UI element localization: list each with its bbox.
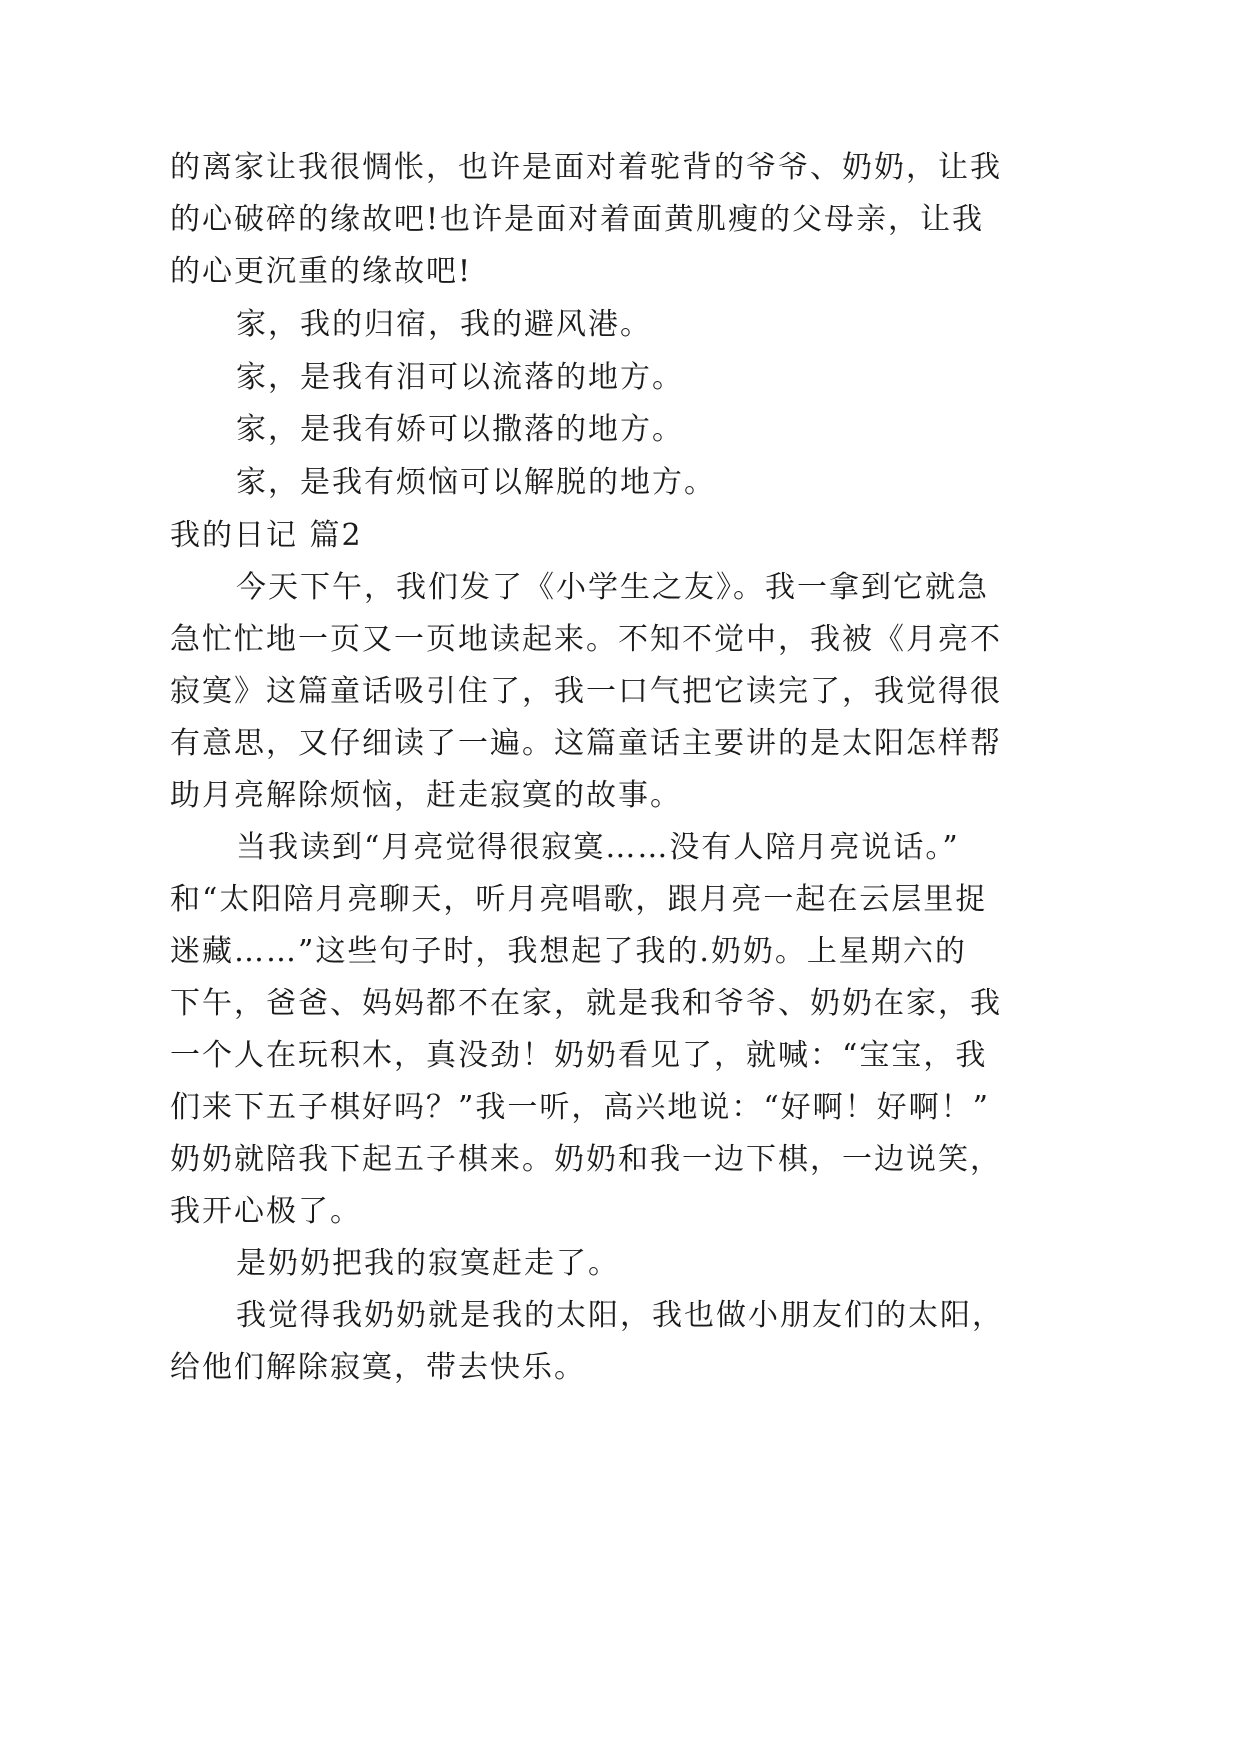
text-line: 家，是我有烦恼可以解脱的地方。	[236, 465, 716, 500]
text-line: 的心破碎的缘故吧!也许是面对着面黄肌瘦的父母亲，让我	[170, 202, 985, 237]
text-line: 是奶奶把我的寂寞赶走了。	[236, 1246, 620, 1281]
text-line: 家，我的归宿，我的避风港。	[236, 307, 652, 342]
text-line: 寂寞》这篇童话吸引住了，我一口气把它读完了，我觉得很	[170, 674, 1002, 709]
text-line: 家，是我有泪可以流落的地方。	[236, 360, 684, 395]
text-line: 给他们解除寂寞，带去快乐。	[170, 1350, 586, 1385]
text-line: 迷藏……”这些句子时，我想起了我的.奶奶。上星期六的	[170, 934, 967, 969]
section-heading: 我的日记 篇2	[170, 518, 363, 553]
text-line: 急忙忙地一页又一页地读起来。不知不觉中，我被《月亮不	[170, 622, 1002, 657]
text-line: 们来下五子棋好吗？”我一听，高兴地说：“好啊！好啊！”	[170, 1090, 991, 1125]
text-line: 奶奶就陪我下起五子棋来。奶奶和我一边下棋，一边说笑，	[170, 1142, 1002, 1177]
text-line: 的心更沉重的缘故吧!	[170, 254, 473, 289]
text-line: 一个人在玩积木，真没劲！奶奶看见了，就喊：“宝宝，我	[170, 1038, 988, 1073]
text-line: 的离家让我很惆怅，也许是面对着驼背的爷爷、奶奶，让我	[170, 150, 1002, 185]
text-line: 有意思，又仔细读了一遍。这篇童话主要讲的是太阳怎样帮	[170, 726, 1002, 761]
text-line: 今天下午，我们发了《小学生之友》。我一拿到它就急	[236, 570, 989, 605]
text-line: 我觉得我奶奶就是我的太阳，我也做小朋友们的太阳，	[236, 1298, 1004, 1333]
text-line: 和“太阳陪月亮聊天，听月亮唱歌，跟月亮一起在云层里捉	[170, 882, 988, 917]
text-line: 我开心极了。	[170, 1194, 362, 1229]
text-line: 下午，爸爸、妈妈都不在家，就是我和爷爷、奶奶在家，我	[170, 986, 1002, 1021]
text-line: 助月亮解除烦恼，赶走寂寞的故事。	[170, 778, 682, 813]
text-line: 当我读到“月亮觉得很寂寞……没有人陪月亮说话。”	[236, 830, 960, 865]
text-line: 家，是我有娇可以撒落的地方。	[236, 412, 684, 447]
